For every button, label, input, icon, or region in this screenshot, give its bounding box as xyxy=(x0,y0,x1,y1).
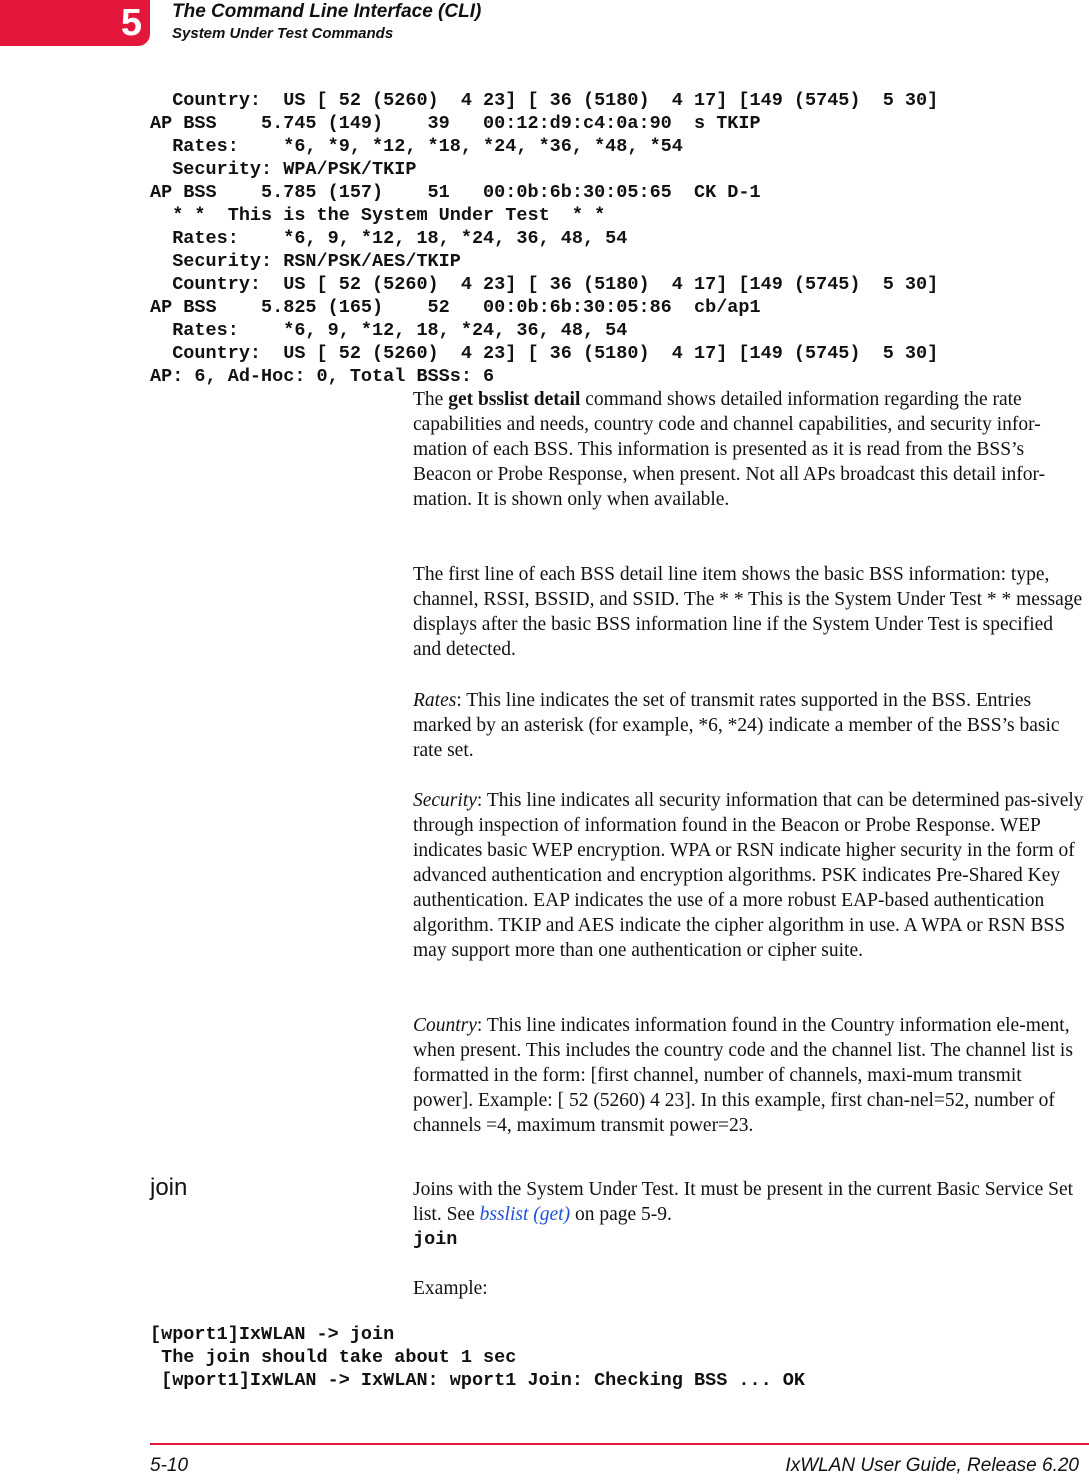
join-desc-after: on page 5-9. xyxy=(570,1204,672,1225)
paragraph-security xyxy=(413,788,1085,963)
term-rates: Rates xyxy=(413,690,457,711)
term-security: Security xyxy=(413,790,477,811)
paragraph-rates xyxy=(413,688,1085,763)
footer-page-number: 5-10 xyxy=(150,1455,189,1476)
paragraph-detail-overview xyxy=(413,387,1085,512)
command-keyword: get bsslist detail xyxy=(448,389,581,410)
bsslist-detail-output: Country: US [ 52 (5260) 4 23] [ 36 (5180) 4 17] [149 (5745) 5 30] AP BSS 5.745 (149) 39 00:12:d9:c4:0a:90 s TKIP Rates: *6, *9, *12, *18, *24, *36, *48, *54 Security: WPA/PSK/TKIP AP BSS 5.785 (157) 51 00:0b:6b:30:05:65 CK D-1 * * This is the System Under Test * * Rates: *6, 9, *12, 18, *24, 36, 48, 54 Security: RSN/PSK/AES/TKIP Country: US [ 52 (5260) 4 23] [ 36 (5180) 4 17] [149 (5745) 5 30] AP BSS 5.825 (165) 52 00:0b:6b:30:05:86 cb/ap1 Rates: *6, 9, *12, 18, *24, 36, 48, 54 Country: US [ 52 (5260) 4 23] [ 36 (5180) 4 17] [149 (5745) 5 30] AP: 6, Ad-Hoc: 0, Total BSSs: 6 xyxy=(150,90,939,387)
join-heading: join xyxy=(150,1174,188,1201)
p1-text: command shows detailed information regarding the rate capabilities and needs, country code and channel capabilities, and security infor-mation of each BSS. This information is presented as it is read from the BSS’s Beacon or Probe Response, when present. Not all APs broadcast this detail infor-mation. It is shown only when available. xyxy=(413,389,1046,510)
footer-divider xyxy=(150,1443,1089,1445)
security-text: : This line indicates all security information that can be determined pas-sively through inspection of information found in the Beacon or Probe Response. WEP indicates basic WEP encryption. WPA or RSN indicate higher security in the form of advanced authentication and encryption algorithms. PSK indicates Pre-Shared Key authentication. EAP indicates the use of a more robust EAP-based authentication algorithm. TKIP and AES indicate the cipher algorithm in use. A WPA or RSN BSS may support more than one authentication or cipher suite. xyxy=(413,790,1084,961)
join-description xyxy=(413,1177,1085,1252)
header-subtitle: System Under Test Commands xyxy=(172,25,394,42)
join-desc-before: Joins with the System Under Test. It must be present in the current Basic Service Set list. See xyxy=(413,1179,1074,1225)
chapter-number: 5 xyxy=(120,2,142,44)
paragraph-country xyxy=(413,1013,1085,1138)
chapter-tab xyxy=(0,0,150,46)
header-title: The Command Line Interface (CLI) xyxy=(172,1,482,22)
join-example-output: [wport1]IxWLAN -> join The join should take about 1 sec [wport1]IxWLAN -> IxWLAN: wport1 Join: Checking BSS ... OK xyxy=(150,1324,806,1391)
rates-text: : This line indicates the set of transmit rates supported in the BSS. Entries marked by an asterisk (for example, *6, *24) indicate a member of the BSS’s basic rate set. xyxy=(413,690,1060,761)
footer-doc-title: IxWLAN User Guide, Release 6.20 xyxy=(785,1455,1079,1476)
join-command: join xyxy=(413,1229,458,1250)
p1-prefix: The xyxy=(413,389,449,410)
bsslist-get-link[interactable]: bsslist (get) xyxy=(479,1204,571,1225)
country-text: : This line indicates information found in the Country information ele-ment, when present. This includes the country code and the channel list. The channel list is formatted in the form: [first channel, number of channels, maxi-mum transmit power]. Example: [ 52 (5260) 4 23]. In this example, first chan-nel=52, number of channels =4, maximum transmit power=23. xyxy=(413,1015,1073,1136)
paragraph-first-line: The first line of each BSS detail line item shows the basic BSS information: type, channel, RSSI, BSSID, and SSID. The * * This is the System Under Test * * message displays after the basic BSS information line if the System Under Test is specified and detected. xyxy=(413,564,1083,660)
term-country: Country xyxy=(413,1015,477,1036)
example-label: Example: xyxy=(413,1278,488,1299)
